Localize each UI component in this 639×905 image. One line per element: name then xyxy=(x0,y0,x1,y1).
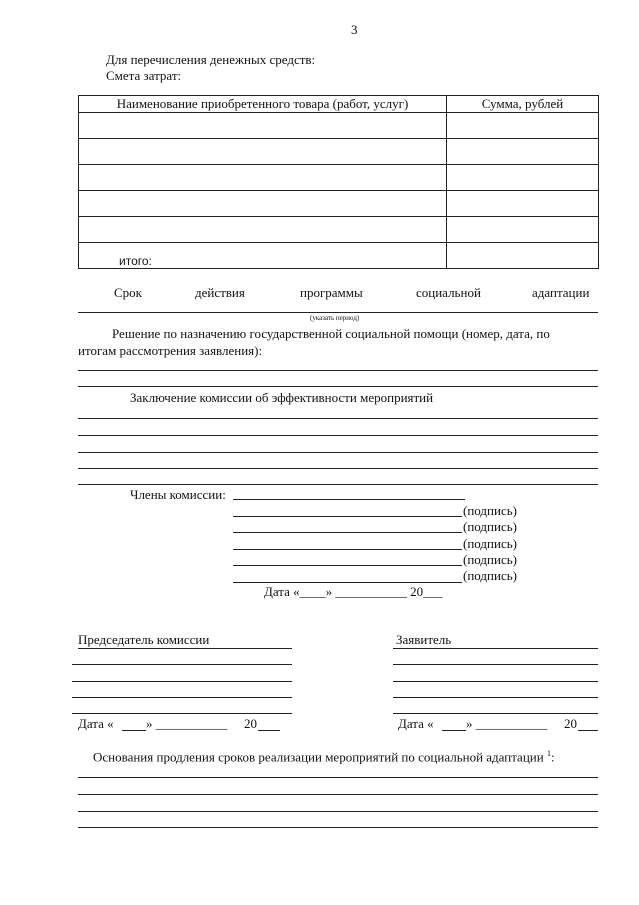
signature-line[interactable] xyxy=(233,582,462,583)
decision-line-2: итогам рассмотрения заявления): xyxy=(78,343,263,358)
signature-line[interactable] xyxy=(233,549,462,550)
applicant-input-line[interactable] xyxy=(393,681,598,682)
commission-member-line[interactable] xyxy=(233,499,465,500)
table-cell-sum[interactable] xyxy=(447,113,599,139)
commission-date[interactable]: Дата «____» ___________ 20___ xyxy=(264,584,443,599)
term-hint: (указать период) xyxy=(310,314,360,322)
table-cell-sum[interactable] xyxy=(447,139,599,165)
table-cell-sum[interactable] xyxy=(447,217,599,243)
decision-input-line[interactable] xyxy=(78,370,598,371)
applicant-date-day-line[interactable] xyxy=(442,730,466,731)
extension-input-line[interactable] xyxy=(78,777,598,778)
signature-label: (подпись) xyxy=(463,503,517,518)
table-cell-item[interactable] xyxy=(79,165,447,191)
intro-line-2: Смета затрат: xyxy=(106,68,182,83)
signature-label: (подпись) xyxy=(463,552,517,567)
chairman-date-year: 20 xyxy=(244,716,257,731)
cost-estimate-table xyxy=(78,95,599,269)
chairman-label-underline xyxy=(78,648,292,649)
term-word-5: адаптации xyxy=(532,285,590,300)
table-row[interactable] xyxy=(79,191,599,217)
intro-line-1: Для перечисления денежных средств: xyxy=(106,52,316,67)
table-row[interactable] xyxy=(79,165,599,191)
chairman-input-line[interactable] xyxy=(72,697,292,698)
term-input-line[interactable] xyxy=(78,312,598,313)
table-header-sum: Сумма, рублей xyxy=(447,96,599,113)
extension-footnote: 1 xyxy=(546,749,551,758)
table-header-item-name: Наименование приобретенного товара (работ, услуг) xyxy=(79,96,447,113)
signature-label: (подпись) xyxy=(463,519,517,534)
extension-text xyxy=(93,749,555,765)
chairman-input-line[interactable] xyxy=(72,664,292,665)
conclusion-input-line[interactable] xyxy=(78,418,598,419)
table-row[interactable] xyxy=(79,113,599,139)
chairman-date-day-line[interactable] xyxy=(122,730,146,731)
page-number: 3 xyxy=(351,22,358,37)
table-cell-item[interactable] xyxy=(79,191,447,217)
chairman-date-year-line[interactable] xyxy=(258,730,280,731)
applicant-date-year: 20 xyxy=(564,716,577,731)
conclusion-input-line[interactable] xyxy=(78,452,598,453)
term-word-4: социальной xyxy=(416,285,481,300)
extension-colon: : xyxy=(550,749,555,765)
table-total-row[interactable] xyxy=(79,243,599,269)
conclusion-input-line[interactable] xyxy=(78,484,598,485)
signature-line[interactable] xyxy=(233,565,462,566)
term-word-2: действия xyxy=(195,285,245,300)
decision-input-line[interactable] xyxy=(78,386,598,387)
term-word-3: программы xyxy=(300,285,363,300)
table-row[interactable] xyxy=(79,217,599,243)
term-word-1: Срок xyxy=(114,285,142,300)
chairman-input-line[interactable] xyxy=(72,681,292,682)
applicant-date-prefix: Дата « xyxy=(398,716,434,731)
commission-label: Члены комиссии: xyxy=(130,487,226,502)
applicant-input-line[interactable] xyxy=(393,713,598,714)
applicant-label-underline xyxy=(393,648,598,649)
conclusion-input-line[interactable] xyxy=(78,468,598,469)
table-total-sum[interactable] xyxy=(447,243,599,269)
table-cell-item[interactable] xyxy=(79,217,447,243)
chairman-label: Председатель комиссии xyxy=(78,632,210,647)
signature-label: (подпись) xyxy=(463,568,517,583)
applicant-input-line[interactable] xyxy=(393,664,598,665)
table-cell-item[interactable] xyxy=(79,139,447,165)
chairman-input-line[interactable] xyxy=(72,713,292,714)
decision-line-1: Решение по назначению государственной социальной помощи (номер, дата, по xyxy=(112,326,550,341)
chairman-date-month[interactable]: » ___________ xyxy=(146,716,228,731)
table-cell-sum[interactable] xyxy=(447,191,599,217)
extension-text-main: Основания продления сроков реализации мероприятий по социальной адаптации xyxy=(93,749,544,765)
table-cell-sum[interactable] xyxy=(447,165,599,191)
table-row[interactable] xyxy=(79,139,599,165)
applicant-date-month[interactable]: » ___________ xyxy=(466,716,548,731)
extension-input-line[interactable] xyxy=(78,827,598,828)
extension-input-line[interactable] xyxy=(78,811,598,812)
chairman-date-prefix: Дата « xyxy=(78,716,114,731)
applicant-input-line[interactable] xyxy=(393,697,598,698)
applicant-date-year-line[interactable] xyxy=(578,730,598,731)
applicant-label: Заявитель xyxy=(396,632,452,647)
table-total-label: итого: xyxy=(79,243,447,269)
signature-label: (подпись) xyxy=(463,536,517,551)
signature-line[interactable] xyxy=(233,516,462,517)
conclusion-input-line[interactable] xyxy=(78,435,598,436)
table-cell-item[interactable] xyxy=(79,113,447,139)
table-header-row xyxy=(79,96,599,113)
signature-line[interactable] xyxy=(233,532,462,533)
conclusion-heading: Заключение комиссии об эффективности мероприятий xyxy=(130,390,434,405)
extension-input-line[interactable] xyxy=(78,794,598,795)
